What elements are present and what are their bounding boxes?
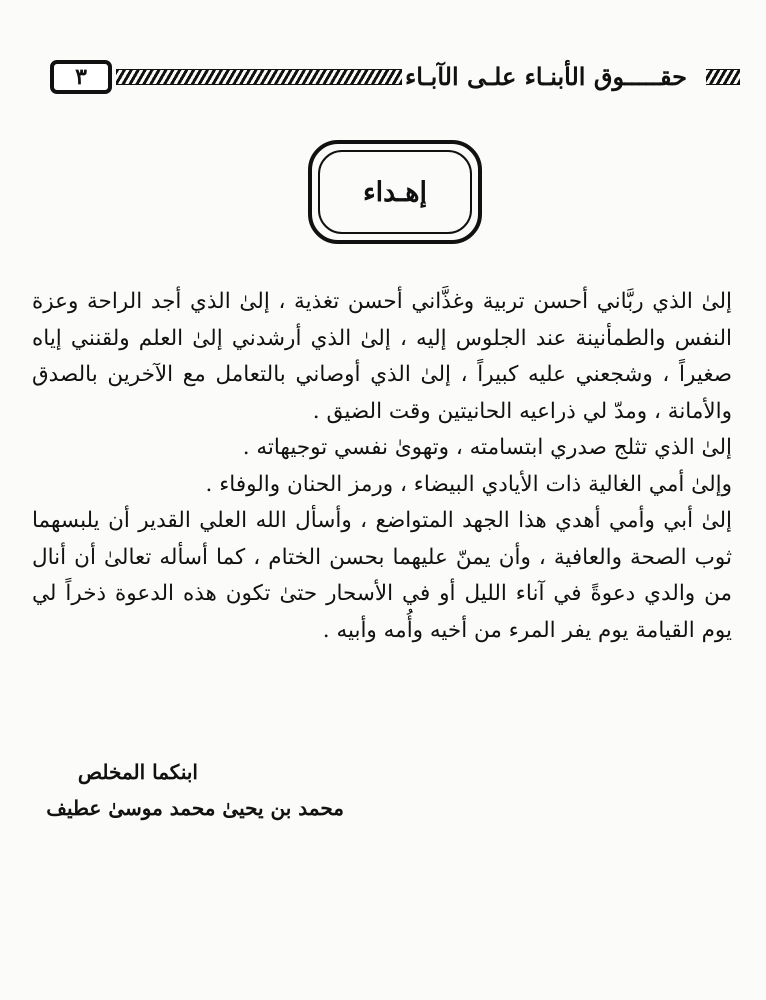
- signature-label: ابنكما المخلص: [77, 760, 198, 784]
- header-rule-left: [116, 69, 402, 85]
- page-number: ٣: [50, 60, 112, 94]
- paragraph: إلىٰ الذي ربَّاني أحسن تربية وغذَّاني أحسن تغذية ، إلىٰ الذي أجد الراحة وعزة النفس والطمأنينة عند الجلوس إليه ، إلىٰ الذي أرشدني إلىٰ العلم ولقنني إياه صغيراً ، وشجعني عليه كبيراً ، إلىٰ الذي أوصاني بالتعامل مع الآخرين بالصدق والأمانة ، ومدّ لي ذراعيه الحانيتين وقت الضيق .: [32, 289, 732, 424]
- paragraph: إلىٰ الذي تثلج صدري ابتسامته ، وتهوىٰ نفسي توجيهاته .: [242, 435, 732, 460]
- dedication-body: [32, 284, 732, 649]
- paragraph: إلىٰ أبي وأمي أهدي هذا الجهد المتواضع ، وأسأل الله العلي القدير أن يلبسهما ثوب الصحة والعافية ، وأن يمنّ عليهما بحسن الختام ، كما أسأله تعالىٰ أن أنال من والدي دعوةً في آناء الليل أو في الأسحار حتىٰ تكون هذه الدعوة ذخراً لي يوم القيامة يوم يفر المرء من أخيه وأُمه وأبيه .: [32, 508, 732, 643]
- signature-name: محمد بن يحيىٰ محمد موسىٰ عطيف: [46, 796, 344, 820]
- paragraph: وإلىٰ أمي الغالية ذات الأيادي البيضاء ، ورمز الحنان والوفاء .: [205, 471, 732, 497]
- header-rule-right: [706, 69, 740, 85]
- dedication-title: إهـداء: [318, 150, 472, 234]
- running-title: حقـــــوق الأبنـاء علـى الآبـاء: [405, 62, 687, 91]
- page-header: [50, 58, 740, 102]
- dedication-title-frame: [308, 140, 482, 244]
